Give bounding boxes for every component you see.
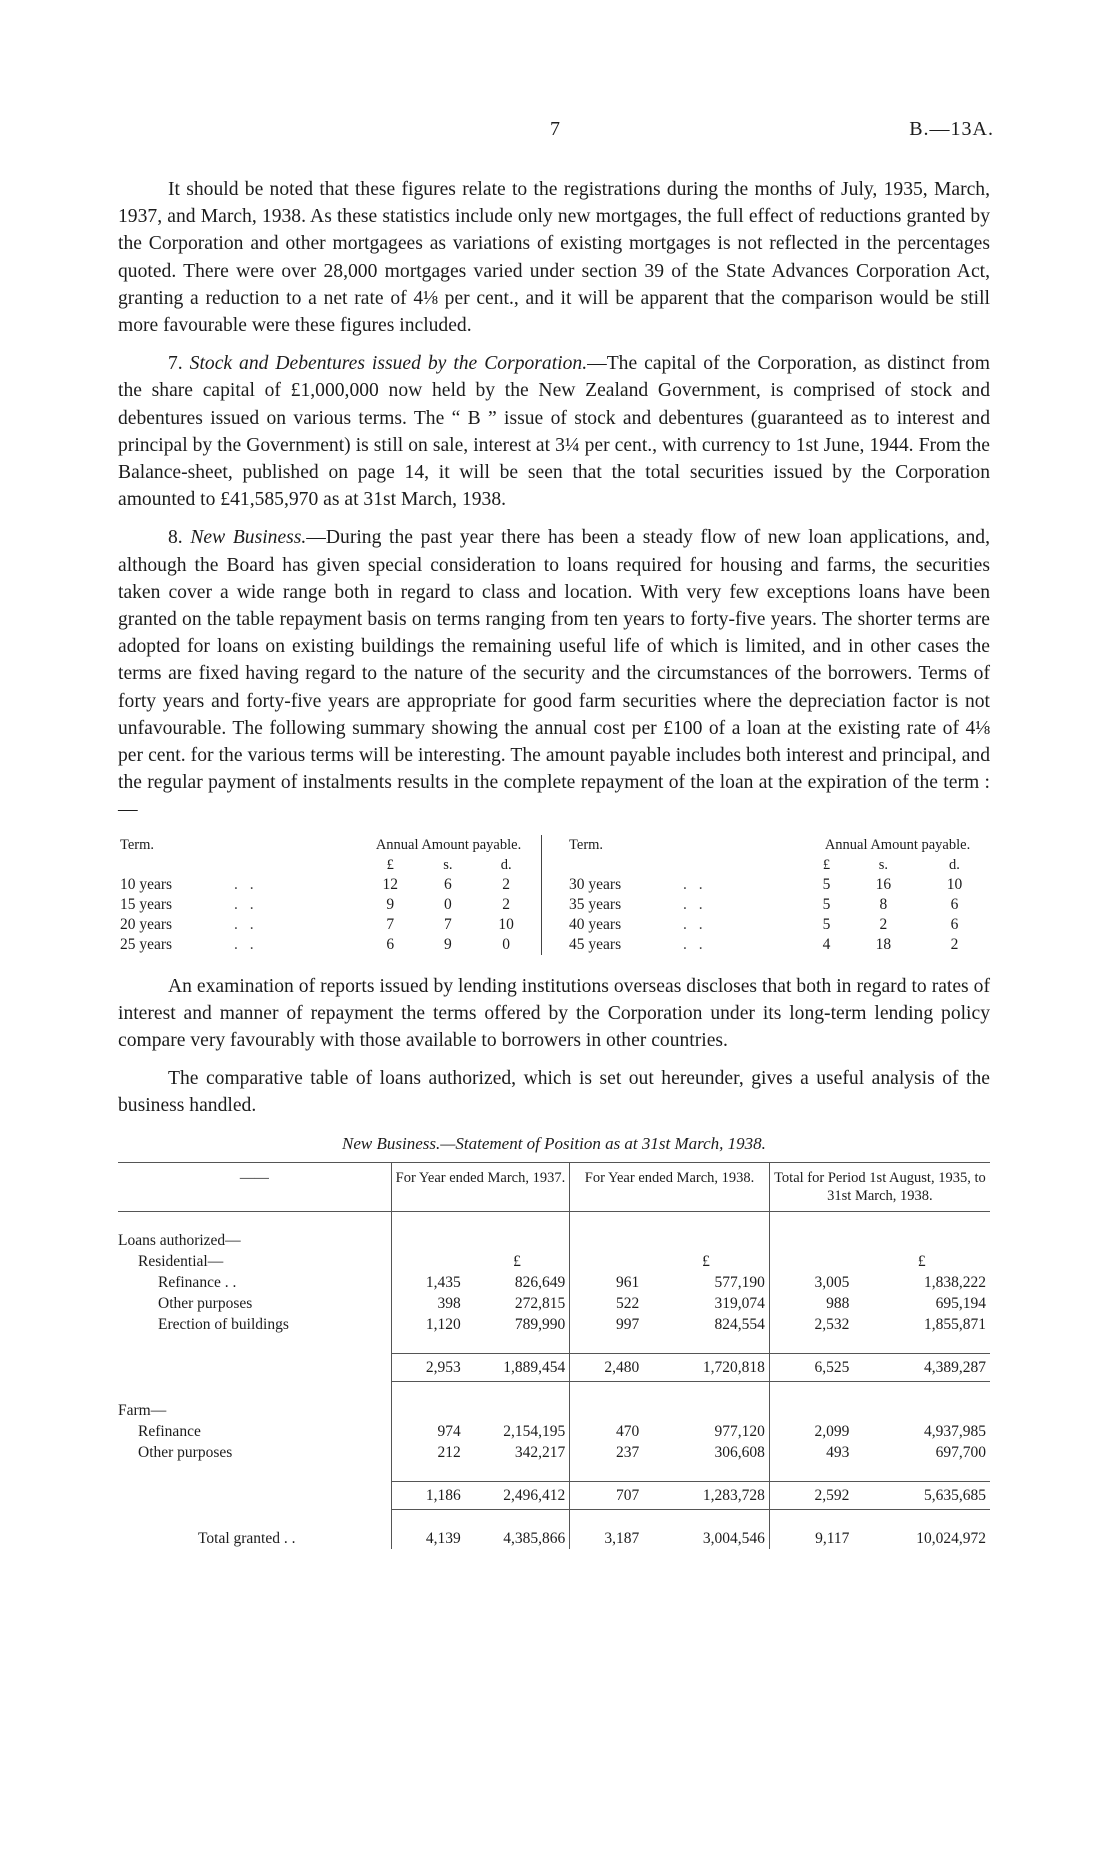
row-label-residential: Residential— [138,1252,224,1270]
table-row: Refinance 974 2,154,195 470 977,120 2,099 4,937,985 [138,1422,986,1440]
currency-symbol: £ [917,1252,926,1270]
total-granted-row: Total granted . . 4,139 4,385,866 3,187 3,004,546 9,117 10,024,972 [118,1528,990,1549]
page-number: 7 [550,118,560,140]
subtotal-row-residential: 2,953 1,889,454 2,480 1,720,818 6,525 4,389,287 [118,1353,990,1381]
statement-title: New Business.—Statement of Position as at 31st March, 1938. [342,1133,766,1153]
table-row: Erection of buildings 1,120 789,990 997 824,554 2,532 1,855,871 [158,1315,986,1333]
unit-pounds: £ [386,856,394,873]
statement-of-position-table [118,1162,990,1549]
paragraph-comparative-table: The comparative table of loans authorized, which is set out hereunder, gives a useful analysis of the business handled. [118,1068,990,1117]
column-header-total-period: Total for Period 1st August, 1935, to 31st March, 1938. [769,1162,990,1211]
unit-pounds: £ [822,856,831,873]
section-number: 7. [168,353,190,375]
column-header-blank: —— [118,1162,391,1211]
table-row: 10 years . . 12 6 2 30 years . . 5 16 10 [120,875,963,893]
unit-pence: d. [500,856,512,873]
currency-symbol: £ [513,1252,521,1270]
unit-shillings: s. [878,856,888,873]
column-header-term: Term. [120,836,155,853]
section-body: —During the past year there has been a steady flow of new loan applications, and, although the Board has given special consideration to loans required for housing and farms, the securities taken cover a wide range both in regard to class and location. With very few exceptions loans have been granted on the table repayment basis on terms ranging from ten years to forty-five years. The shorter terms are adopted for loans on existing buildings the remaining useful life of which is limited, and in other cases the terms are fixed having regard to the nature of the security and the circumstances of the borrowers. Terms of forty years and forty-five years are appropriate for good farm securities where the depreciation factor is not unfavourable. The following summary showing the annual cost per £100 of a loan at the existing rate of 4⅛ per cent. for the various terms will be interesting. The amount payable includes both interest and principal, and the regular payment of instalments results in the complete repayment of the loan at the expiration of the term :— [118,527,990,821]
paragraph-stock-debentures [118,350,990,513]
unit-pence: d. [949,856,960,873]
table-row: Other purposes 398 272,815 522 319,074 988 695,194 [158,1294,986,1312]
table-row: 15 years . . 9 0 2 35 years . . 5 8 6 [120,895,959,913]
section-heading: Stock and Debentures issued by the Corporation. [189,353,588,375]
table-row: Refinance . . 1,435 826,649 961 577,190 3,005 1,838,222 [158,1273,986,1291]
column-header-term: Term. [569,836,604,853]
row-label-farm: Farm— [118,1401,167,1419]
unit-shillings: s. [443,856,453,873]
table-row: 25 years . . 6 9 0 45 years . . 4 18 2 [120,935,959,953]
table-row: 20 years . . 7 7 10 40 years . . 5 2 6 [120,915,959,933]
document-body [118,176,990,1549]
section-heading: New Business. [190,527,307,549]
row-label-total-granted: Total granted . . [198,1529,296,1547]
section-body: —The capital of the Corporation, as distinct from the share capital of £1,000,000 now held by the New Zealand Government, is comprised of stock and debentures issued on various terms. The “ B ” issue of stock and debentures (guaranteed as to interest and principal by the Government) is still on sale, interest at 3¼ per cent., with currency to 1st June, 1944. From the Balance-sheet, published on page 14, it will be seen that the total securities issued by the Corporation amounted to £41,585,970 as at 31st March, 1938. [118,353,990,511]
currency-symbol: £ [702,1252,710,1270]
table-row: Other purposes 212 342,217 237 306,608 493 697,700 [138,1443,986,1461]
subtotal-row-farm: 1,186 2,496,412 707 1,283,728 2,592 5,635,685 [118,1481,990,1509]
paragraph-new-business [118,524,990,823]
section-number: 8. [168,527,191,549]
annual-cost-table [118,835,990,955]
column-header-1938: For Year ended March, 1938. [570,1162,770,1211]
row-label-loans-authorized: Loans authorized— [118,1231,241,1249]
column-header-amount: Annual Amount payable. [824,836,971,853]
paragraph-registrations: It should be noted that these figures relate to the registrations during the months of July, 1935, March, 1937, and March, 1938. As these statistics include only new mortgages, the full effect of reductions granted by the Corporation and other mortgagees as variations of existing mortgages is not reflected in the percentages quoted. There were over 28,000 mortgages varied under section 39 of the State Advances Corporation Act, granting a reduction to a net rate of 4⅛ per cent., and it will be apparent that the comparison would be still more favourable were these figures included. [118,179,990,337]
paragraph-overseas-comparison: An examination of reports issued by lending institutions overseas discloses that both in regard to rates of interest and manner of repayment the terms offered by the Corporation under its long-term lending policy compare very favourably with those available to borrowers in other countries. [118,975,990,1052]
column-header-1937: For Year ended March, 1937. [391,1162,570,1211]
column-header-amount: Annual Amount payable. [375,836,522,853]
page-reference: B.—13A. [909,118,994,140]
